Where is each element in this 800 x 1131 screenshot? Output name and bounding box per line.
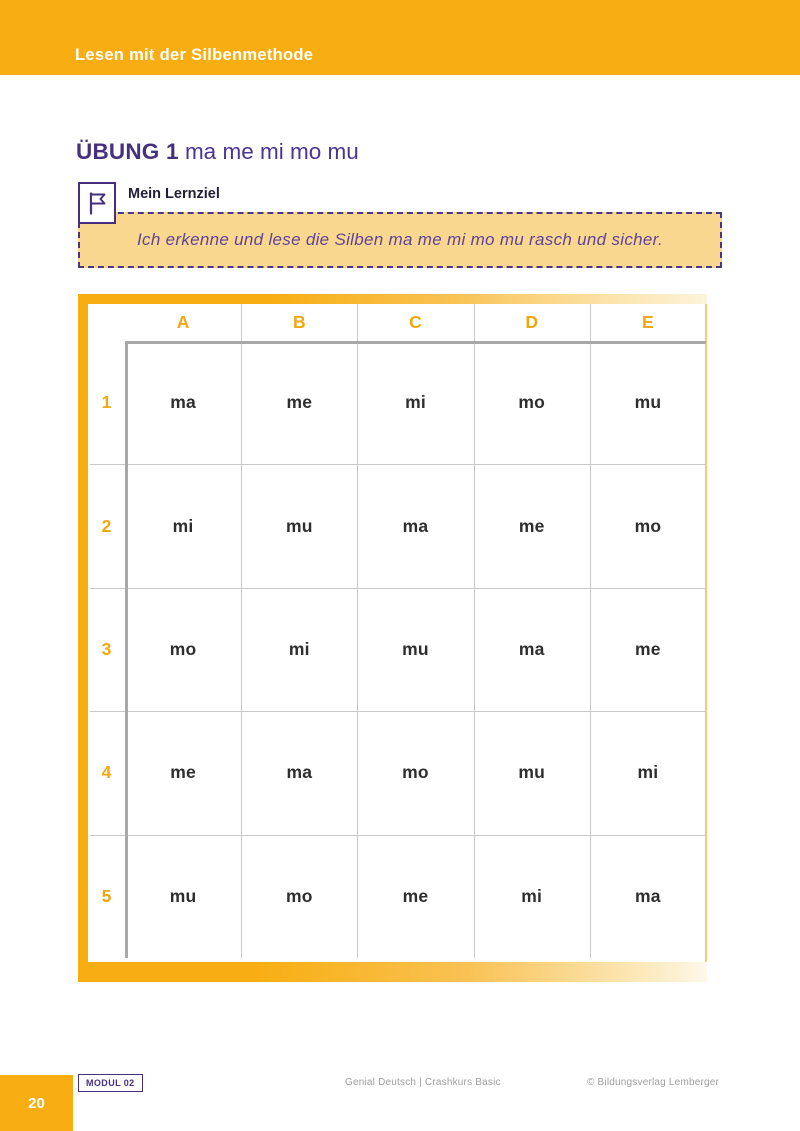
goal-box (78, 212, 722, 268)
syllable-cell: mo (285, 885, 313, 906)
syllable-cell: ma (170, 392, 196, 413)
syllable-cell: mi (288, 638, 310, 659)
row-headers (88, 341, 125, 958)
syllable-grid (78, 294, 707, 982)
footer-series-title: Genial Deutsch | Crashkurs Basic (345, 1077, 501, 1088)
syllable-cell: me (518, 515, 545, 536)
row-header-4: 4 (101, 762, 112, 783)
page-header-title: Lesen mit der Silbenmethode (75, 46, 314, 64)
syllable-cell: ma (286, 762, 313, 783)
syllable-cell: mu (285, 515, 313, 536)
page-number: 20 (28, 1094, 45, 1112)
syllable-cell: mi (637, 762, 659, 783)
syllable-cell: mu (518, 762, 546, 783)
flag-icon (86, 190, 108, 216)
syllable-cell: mi (172, 515, 194, 536)
row-header-3: 3 (101, 638, 112, 659)
syllable-cell: me (286, 392, 313, 413)
column-header-d: D (525, 312, 539, 332)
column-header-e: E (642, 312, 654, 332)
syllable-cell: mo (634, 515, 662, 536)
syllable-cell: mo (518, 392, 546, 413)
page-number-box (0, 1075, 73, 1131)
syllable-cell: mi (521, 885, 543, 906)
syllable-cell: mo (169, 638, 197, 659)
row-header-1: 1 (101, 392, 112, 413)
page-header-bar (0, 0, 800, 75)
column-headers (125, 304, 706, 341)
grid-frame-left (78, 294, 88, 982)
syllable-cell: mo (402, 762, 429, 783)
exercise-label: ÜBUNG 1 (76, 139, 179, 164)
row-header-5: 5 (101, 885, 112, 906)
syllable-cell: me (635, 638, 661, 659)
column-header-a: A (176, 312, 190, 332)
syllable-cell: mi (405, 392, 426, 413)
module-badge: MODUL 02 (78, 1074, 143, 1092)
syllable-cell: me (170, 762, 196, 783)
column-header-c: C (409, 312, 422, 332)
column-header-b: B (292, 312, 306, 332)
goal-text: Ich erkenne und lese die Silben ma me mi mo mu rasch und sicher. (137, 230, 663, 249)
syllable-cell: ma (518, 638, 545, 659)
syllable-cell: ma (635, 885, 661, 906)
grid-frame-top (78, 294, 707, 304)
syllable-cells (125, 341, 706, 958)
syllable-cell: ma (402, 515, 429, 536)
syllable-cell: mu (402, 638, 429, 659)
footer-copyright: © Bildungsverlag Lemberger (587, 1077, 720, 1088)
grid-frame-bottom (78, 962, 707, 982)
lernziel-heading: Mein Lernziel (128, 186, 220, 202)
row-header-2: 2 (101, 515, 112, 536)
syllable-cell: mu (634, 392, 662, 413)
syllable-cell: mu (169, 885, 197, 906)
syllable-cell: me (402, 885, 429, 906)
exercise-title (76, 139, 359, 165)
exercise-syllables: ma me mi mo mu (184, 139, 359, 164)
lernziel-flag-box (78, 182, 116, 224)
